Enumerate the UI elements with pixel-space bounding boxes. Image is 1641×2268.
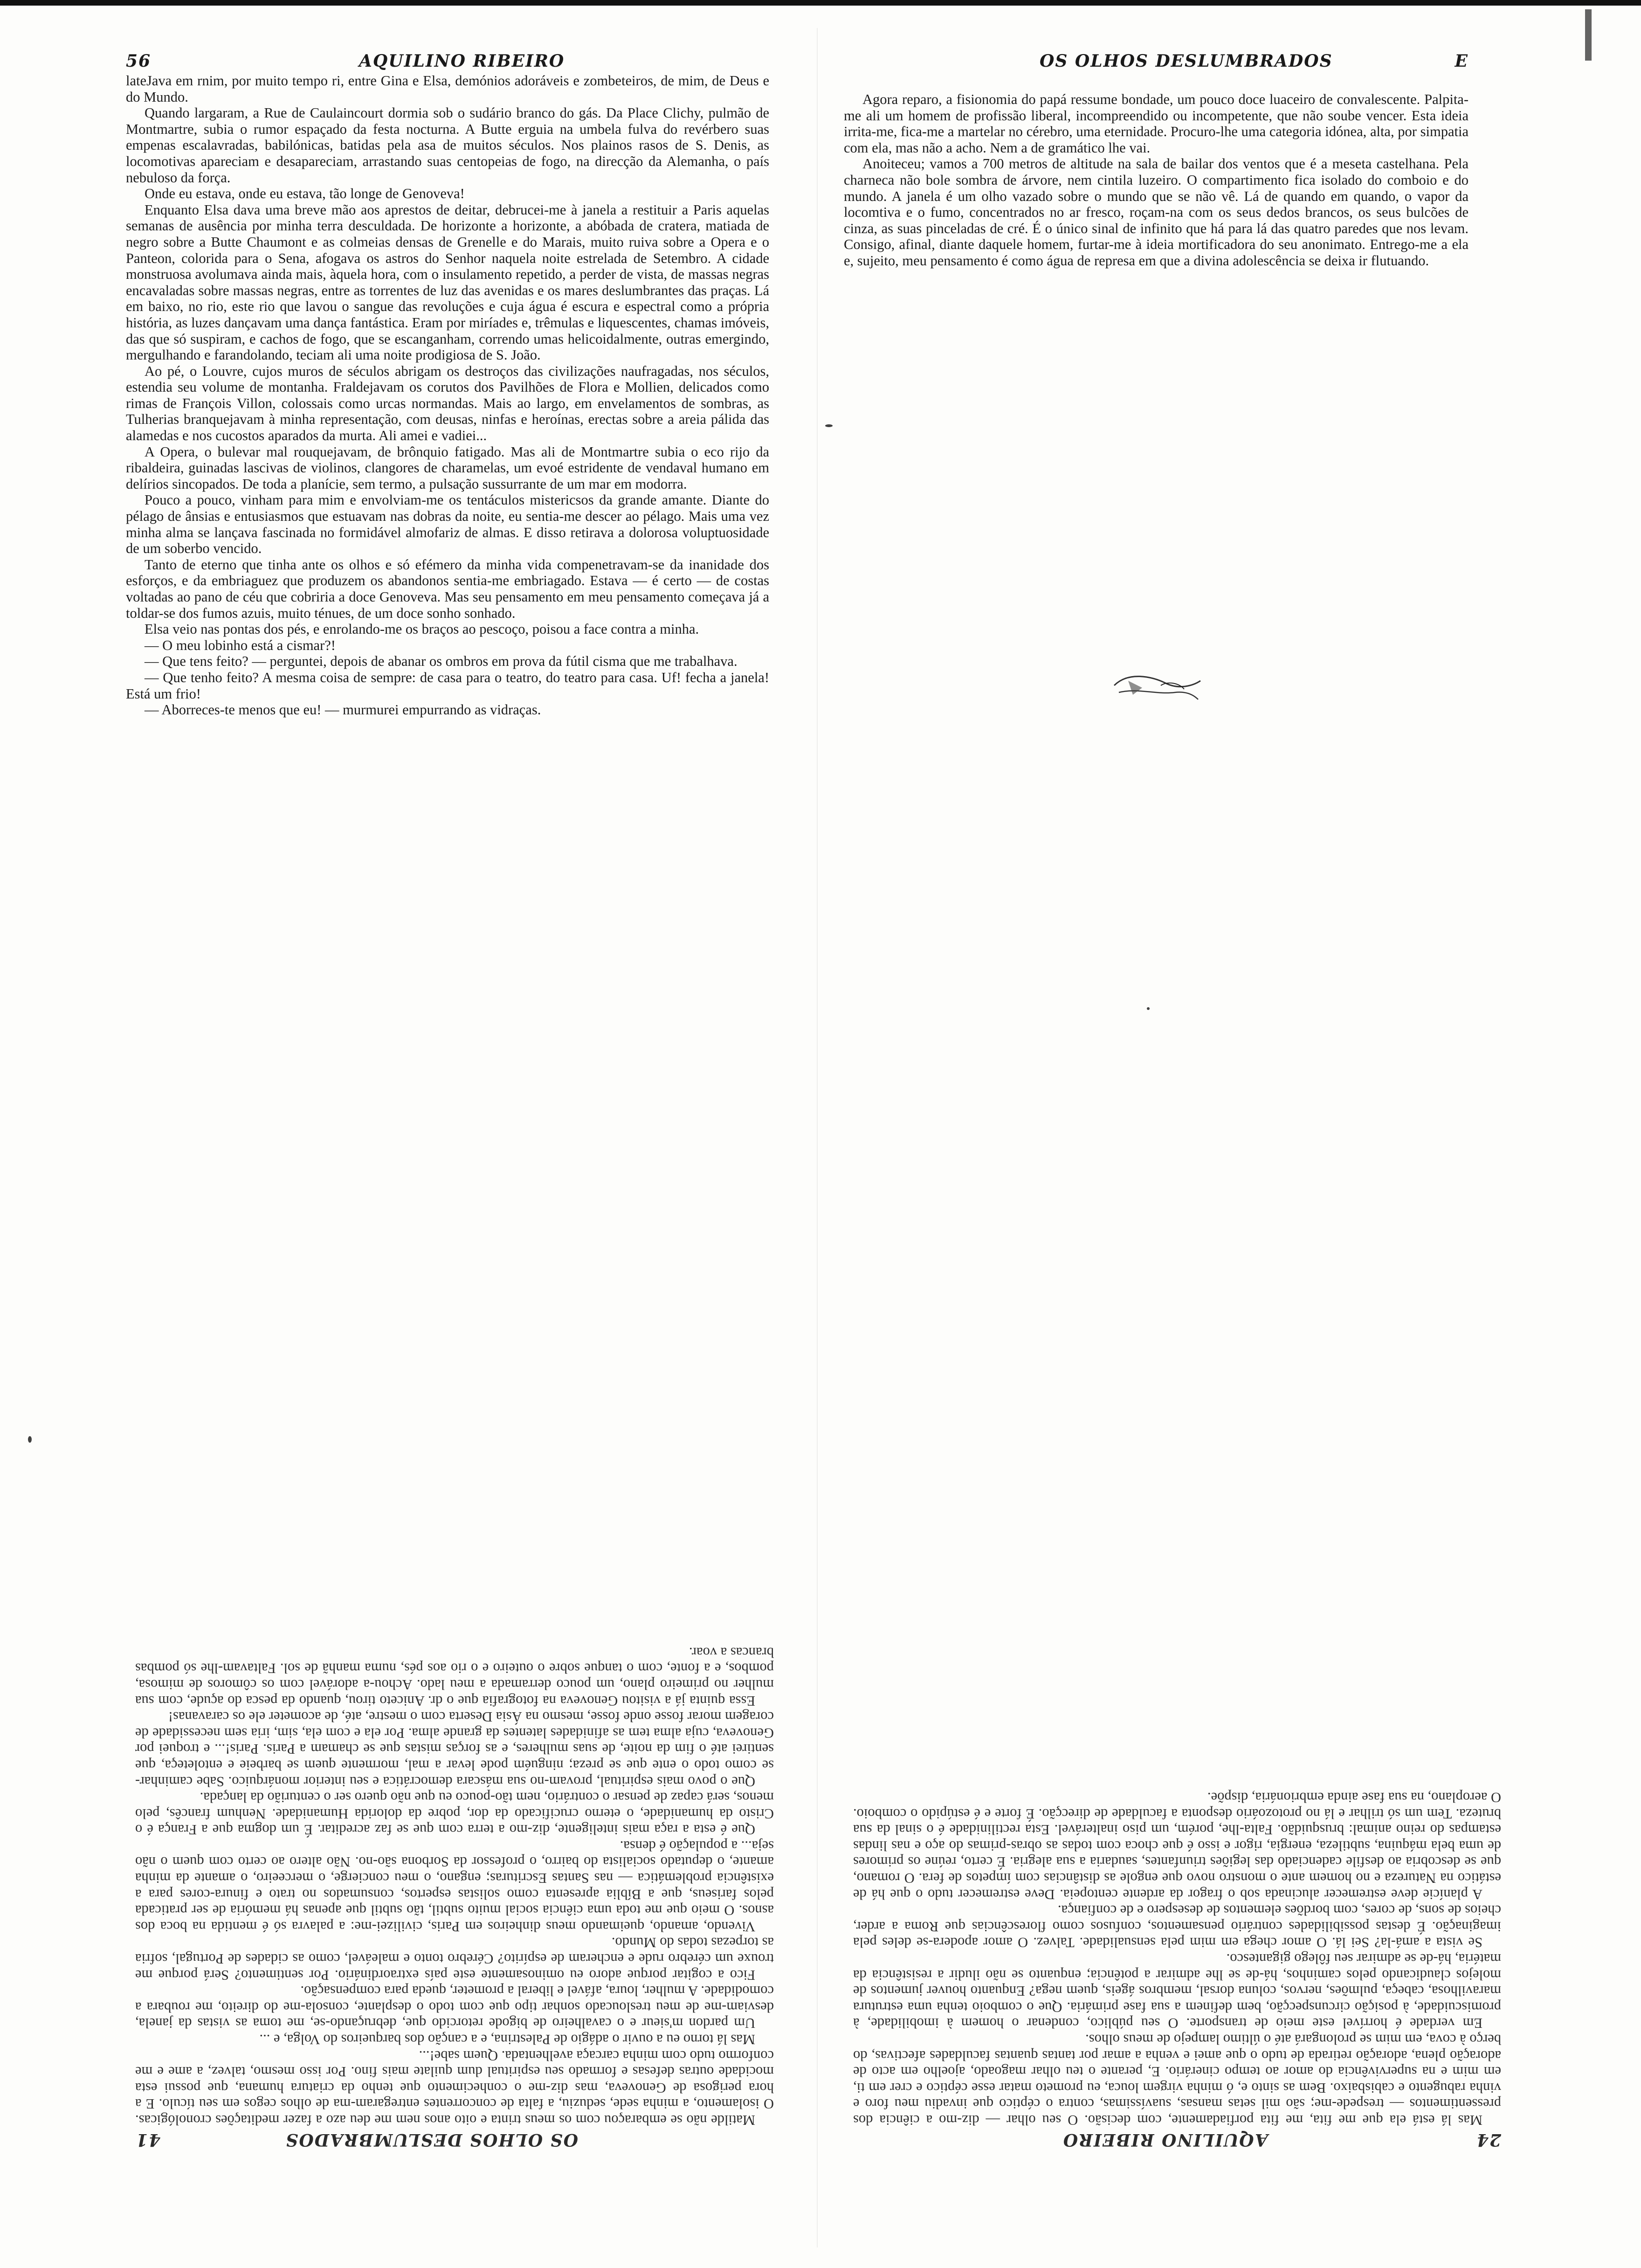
- paragraph: Essa quinta já a visitou Genoveva na fotografia que o dr. Aniceto tirou, quando da pesca do açude, com sua mulher no primeiro plano, um pouco derramada a meu lado. Achou-a adorável com os cômoros de mimosa, pombos, e a fonte, com o tanque sobre o outeiro e o rio aos pés, numa manhã de sol. Faltavam-lhe só pombas brancas a voar.: [135, 1644, 774, 1709]
- paragraph: Enquanto Elsa dava uma breve mão aos aprestos de deitar, debrucei-me à janela a restituir a Paris aquelas semanas de ausência por minha terra desculdada. De horizonte a horizonte, a abóbada de cratera, matiada de negro sobre a Butte Chaumont e as colmeias densas de Grenelle e do Marais, muito ruiva sobre a Opera e o Panteon, colorida para o Sena, afogava os astros do Senhor naquela noite estrelada de Setembro. A cidade monstruosa avolumava ainda mais, àquela hora, com o insulamento repetido, a perder de vista, de massas negras encavaladas sobre massas negras, entre as torrentes de luz das avenidas e os mares deslumbrantes das praças. Lá em baixo, no rio, este rio que lavou o sangue das revoluções e cuja água é escura e espectral como a própria história, as luzes dançavam uma dança fantástica. Eram por miríades e, trêmulas e liquescentes, chamas imóveis, das que só suspiram, e cachos de fogo, que se escanganham, correndo umas helicoidalmente, outras emergindo, mergulhando e farandolando, teciam ali uma noite prodigiosa de S. João.: [126, 201, 769, 363]
- paragraph: — Que tenho feito? A mesma coisa de sempre: de casa para o teatro, do teatro para casa. Uf! fecha a janela! Está um frio!: [126, 669, 769, 702]
- paragraph: A Opera, o bulevar mal rouquejavam, de brônquio fatigado. Mas ali de Montmartre subia o eco rijo da ribaldeira, guinadas lascivas de violinos, clangores de charamelas, um evoé estridente de vendaval humano em delírios sincopados. De toda a planície, sem termo, a pulsação sussurrante de um mar em modorra.: [126, 443, 769, 492]
- paragraph: — Aborreces-te menos que eu! — murmurei empurrando as vidraças.: [145, 702, 541, 718]
- top-edge-rule: [0, 0, 1641, 6]
- ink-smudge: [825, 424, 833, 427]
- body-text: [853, 1140, 1501, 2128]
- ink-smudge: [28, 1436, 32, 1443]
- page-number: E: [1455, 51, 1469, 71]
- body-text: [135, 1140, 774, 2128]
- vignette-icon: [1110, 667, 1203, 709]
- paragraph: Ao pé, o Louvre, cujos muros de séculos abrigam os destroços das civilizações naufragadas, nos séculos, estendia seu volume de montanha. Fraldejavam os corutos dos Pavilhões de Flora e Mollien, delicados como rimas de François Villon, colossais como urcas normandas. Mais ao largo, em envelamentos de sombras, as Tulherias branquejavam à minha representação, com deusas, ninfas e heroínas, erectas sobre a areia pálida das alamedas e nos cucostos aparados da murta. Ali amei e vadiei...: [126, 363, 769, 444]
- paragraph: Anoiteceu; vamos a 700 metros de altitude na sala de bailar dos ventos que é a meseta castelhana. Pela charneca não bole sombra de árvore, nem cintila luzeiro. O compartimento fica isolado do comboio e do mundo. A janela é um olho vazado sobre o mundo que se não vê. Lá de quando em quando, o vapor da locomtiva e o fumo, concentrados no ar fresco, roçam-na com os seus dedos brancos, os seus bulcões de cinza, as suas pinceladas de cré. É o único sinal de infinito que há para lá das quatro paredes que nos levam. Consigo, afinal, diante daquele homem, furtar-me à ideia mortificadora do seu anonimato. Entrego-me a ela e, sujeito, meu pensamento é como água de represa em que a divina adolescência se deixa ir flutuando.: [844, 156, 1469, 269]
- body-text: [844, 91, 1469, 418]
- page-bottom-left-inverted: [135, 1138, 774, 2150]
- running-head: AQUILINO RIBEIRO: [359, 51, 565, 71]
- body-text: [126, 73, 769, 1033]
- page-number: 41: [135, 2130, 161, 2150]
- paragraph: Agora reparo, a fisionomia do papá ressume bondade, um pouco doce luaceiro de convalescente. Palpita-me ali um homem de profissão liberal, incompreendido ou incompetente, que não soube vencer. Esta ideia irrita-me, fica-me a martelar no cérebro, uma eternidade. Procuro-lhe uma categoria idónea, alta, por simpatia com ela, mas não a acho. Nem a de gramático lhe vai.: [844, 91, 1469, 156]
- running-head: OS OLHOS DESLUMBRADOS: [285, 2130, 578, 2150]
- decorative-vignette: [1110, 667, 1203, 709]
- paragraph: Onde eu estava, onde eu estava, tão longe de Genoveva!: [145, 186, 465, 202]
- paragraph: Mas lá está ela que me fita, me fita porfiadamente, com decisão. O seu olhar — diz-mo a ciência dos pressentimentos — trespede-me; são mil setas mansas, suavíssimas, contra o céptico que invadiu meu foro e vinha rabugento e cabisbaixo. Bem as sinto e, ó minha virgem louca, eu prometo matar esse céptico e crer em ti, em mim e na supervivência do amor ao tempo cinerário. E, perante o teu olhar magoado, ajoelho em acto de adoração plena, adoração retirada de tudo o que amei e venha a amar por tantas quantas faculdades afectivas, do berço à cova, em mim se prolongará até o último lampejo de meus olhos.: [853, 2032, 1501, 2128]
- running-head: OS OLHOS DESLUMBRADOS: [1040, 51, 1333, 71]
- paragraph: Elsa veio nas pontas dos pés, e enrolando-me os braços ao pescoço, poisou a face contra a minha.: [145, 621, 699, 637]
- page-number: 24: [1476, 2130, 1501, 2150]
- paragraph: Fico a cogitar porque adoro eu ominosamente este país extraordinário. Por sentimento? Será porque me trouxe um cérebro rude e encheram de espírito? Cérebro tonto e maleável, como as cidades de Portugal, sofria as torpezas todas do Mundo.: [135, 1935, 774, 1983]
- center-fold: [817, 28, 818, 2247]
- paragraph: Que é esta a raça mais inteligente, diz-mo a terra com que se faz acreditar. É um dogma que a França é o Cristo da humanidade, o eterno crucificado da dor, pobre da dolorida Humanidade. Nenhum francês, pelo menos, será capaz de pensar o contrário, nem tão-pouco eu que não quero ser o centurião da lançada.: [135, 1790, 774, 1838]
- paragraph: — O meu lobinho está a cismar?!: [145, 637, 336, 653]
- paragraph: A planície deve estremecer alucinada sob o fragor da ardente centopeia. Deve estremecer tudo o que há de estático na Natureza e no homem ante o monstro novo que engole as distâncias com ímpetos de fera. O romano, que se descobria ao desfile cadenciado das legiões triunfantes, saudaria a sua alegria. É certo, reúne os primores de uma bela máquina, subtileza, energia, rigor e isso é que choca com todas as obras-primas do aço e nas lindas estampas do reino animal: brusquidão. Falta-lhe, porém, um piso inalterável. Esta rectilinidade é o sinal da sua bruteza. Tem um só trilhar e lá no protozoário desponta a faculdade de direcção. É forte e é estúpido o comboio. O aeroplano, na sua fase ainda embrionária, dispõe.: [853, 1790, 1501, 1902]
- paragraph: Tanto de eterno que tinha ante os olhos e só efémero da minha vida compenetravam-se da inanidade dos esforços, e da embriaguez que produzem os abandonos sentia-me embriagado. Estava — é certo — de costas voltadas ao pano de céu que cobriria a doce Genoveva. Mas seu pensamento em meu pensamento começava já a toldar-se dos fumos azuis, muito ténues, de um doce sonho sonhado.: [126, 556, 769, 621]
- paragraph: Mas lá torno eu a ouvir o adágio de Palestrina, e a canção dos barqueiros do Volga, e ...: [259, 2032, 755, 2048]
- paragraph: Que o povo mais espiritual, provam-no sua máscara democrática e seu interior monárquico. Sabe caminhar-se como todo o ente que se preza; ninguém pode levar a mal, mormente quem se barbeie e entoleteça, que sentirei até o fim da noite, de suas mulheres, e as forças mistas que se chamam a Paris. Paris!... e troquei por Genoveva, cuja alma tem as afinidades latentes da grande alma. Por ela e com ela, sim, iria sem necessidade de coragem morar fosse onde fosse, mesmo na Ásia Deserta com o mestre, até, de acometer ele os caravanas!: [135, 1709, 774, 1790]
- page-number: 56: [126, 51, 152, 71]
- paragraph: Quando largaram, a Rue de Caulaincourt dormia sob o sudário branco do gás. Da Place Clichy, pulmão de Montmartre, subia o rumor espaçado da festa nocturna. A Butte erguia na umbela fulva do revérbero suas empenas escalavradas, babilónicas, batidas pela asa de muitos séculos. Nos plainos rasos de S. Denis, as locomotivas apareciam e desapareciam, arrastando suas centopeias de fogo, na direcção da Alemanha, o país nebuloso da força.: [126, 105, 769, 186]
- paragraph: Em verdade é horrível este meio de transporte. O seu público, condenar o homem à imobilidade, à promiscuidade, à posição circunspecção, bem definem a sua fase primária. Que o comboio tenha uma estrutura maravilhosa, cabeça, pulmões, nervos, coluna dorsal, membros ágeis, quem nega? Enquanto houver jumentos de molejos claudicando pelos caminhos, há-de se lhe admirar a potência; enquanto se não iludir a resistência da matéria, há-de se admirar seu fôlego gigantesco.: [853, 1951, 1501, 2032]
- page-bottom-right-inverted: [853, 1138, 1501, 2150]
- paragraph: Pouco a pouco, vinham para mim e envolviam-me os tentáculos mistericsos da grande amante. Diante do pélago de ânsias e entusiasmos que estuavam nas dobras da noite, eu sentia-me descer ao pélago. Mais uma vez minha alma se lançava fascinada no formidável almofariz de almas. E disso retirava a dolorosa voluptuosidade de um soberbo vencido.: [126, 492, 769, 557]
- paragraph: Matilde não se embaraçou com os meus trinta e oito anos nem me deu azo a fazer meditações cronológicas. O isolamento, a minha sede, seduziu, a falta de concorrentes entregaram-ma de olhos cegos em seu tículo. E a hora perigosa de Genoveva, mas diz-me o conhecimento que tenho da criatura humana, que possui esta mocidade outras defesas e formado seu espiritual dum quilate mais fino. Por isso mesmo, talvez, a ame e me conformo tudo com minha carcaça avelhentada. Quem sabe!...: [135, 2047, 774, 2128]
- paragraph: Um pardon m'sieur e o cavalheiro de bigode retorcido que, debruçando-se, me toma as vistas da janela, desviam-me de meu tresloucado sonhar tipo que com todo o desplante, consola-me do direito, me roubara a comodidade. A mulher, loura, afável e liberal a prometer, queda para compensação.: [135, 1983, 774, 2032]
- corner-scan-mark: [1585, 9, 1592, 61]
- page-header: [844, 51, 1469, 79]
- paragraph: Se vista a amá-la? Sei lá. O amor chega em mim pela sensualidade. Talvez. O amor apodera-se deles pela imaginação. É destas possibilidades contrário pensamentos, confusos como florescências que Roma a arder, cheios de sons, de cores, com bordões elementos de desespero e de confiança.: [853, 1902, 1501, 1951]
- running-head: AQUILINO RIBEIRO: [1062, 2130, 1268, 2150]
- paragraph: lateJava em rnim, por muito tempo ri, entre Gina e Elsa, demónios adoráveis e zombeteiros, de mim, de Deus e do Mundo.: [126, 73, 769, 105]
- page-top-right: [844, 51, 1469, 424]
- ink-smudge: [1147, 1007, 1150, 1010]
- paragraph: — Que tens feito? — perguntei, depois de abanar os ombros em prova da fútil cisma que me trabalhava.: [145, 653, 738, 670]
- paragraph: Vivendo, amando, queimando meus dinheiros em Paris, civilizei-me: a palavra só é mentida na boca dos asnos. O meio que me toda uma ciência social muito subtil, tão subtil que apenas há memória de ser praticada pelos fariseus, que a Bíblia apresenta como solistas espertos, consumados no trato e finura-cores para a existência problemática — nas Santas Escrituras; engano, o meu concierge, o merceeiro, o amante da minha amante, o deputado socialista do bairro, o professor da Sorbona são-no. Não altero ao certo com quem o não seja... a população é densa.: [135, 1838, 774, 1935]
- page-top-left: [126, 51, 769, 1035]
